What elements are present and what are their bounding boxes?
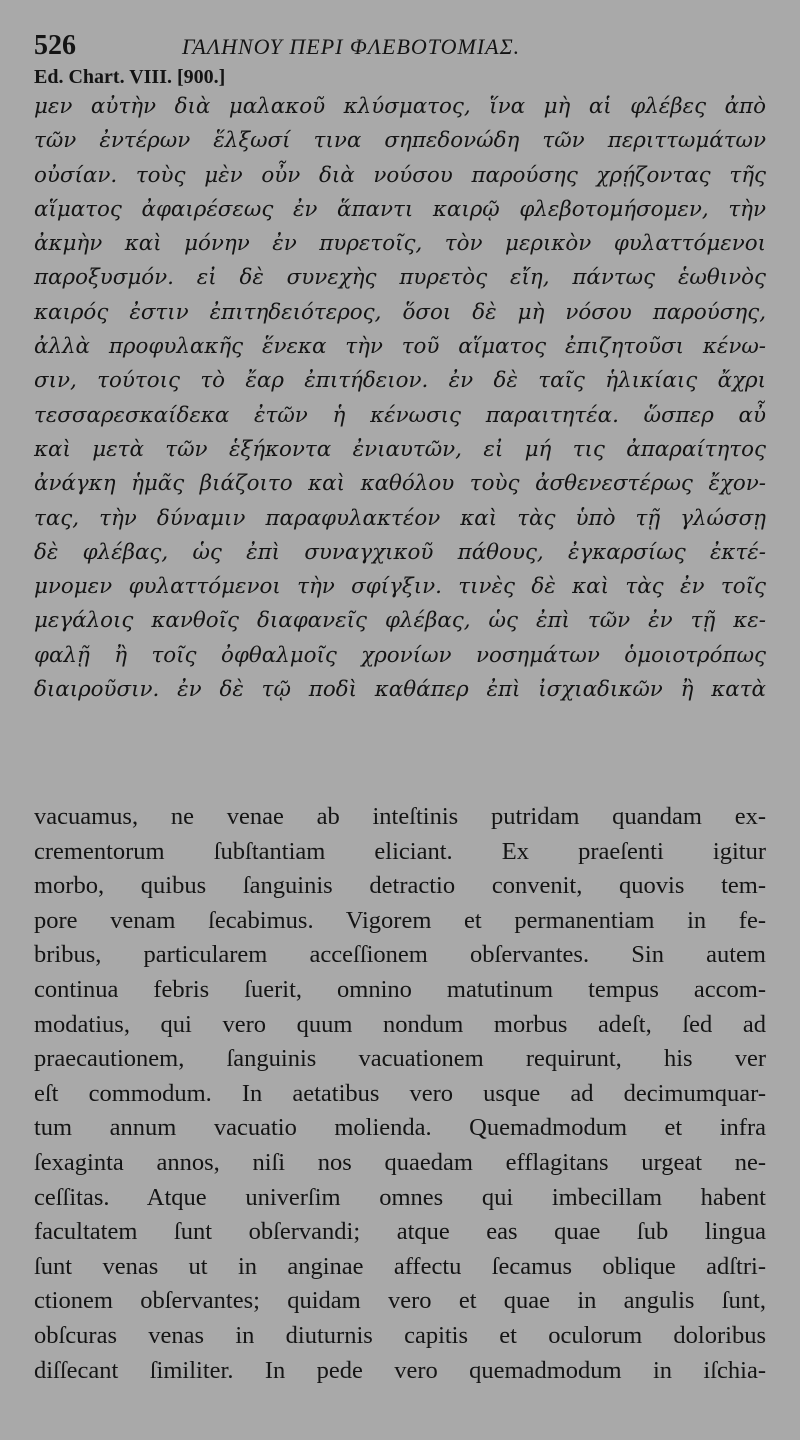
greek-text-line: μνομεν φυλαττόμενοι τὴν σφίγξιν. τινὲς δὲ καὶ τὰς ἐν τοῖς — [34, 574, 766, 600]
latin-text-block — [34, 800, 766, 1388]
greek-text-line: διαιροῦσιν. ἐν δὲ τῷ ποδὶ καθάπερ ἐπὶ ἰσχιαδικῶν ἢ κατὰ — [34, 677, 766, 703]
latin-text-line: morbo, quibus ſanguinis detractio convenit, quovis tem- — [34, 872, 766, 900]
page-number: 526 — [34, 30, 76, 61]
greek-text-line: δὲ φλέβας, ὡς ἐπὶ συναγχικοῦ πάθους, ἐγκαρσίως ἐκτέ- — [34, 539, 766, 565]
latin-text-line: ſunt venas ut in anginae affectu ſecamus oblique adſtri- — [34, 1252, 766, 1280]
greek-text-line: αἵματος ἀφαιρέσεως ἐν ἅπαντι καιρῷ φλεβοτομήσομεν, τὴν — [34, 196, 766, 222]
latin-text-line: ctionem obſervantes; quidam vero et quae in angulis ſunt, — [34, 1287, 766, 1315]
greek-text-line: μεγάλοις κανθοῖς διαφανεῖς φλέβας, ὡς ἐπὶ τῶν ἐν τῇ κε- — [34, 608, 766, 634]
latin-text-line: ſexaginta annos, niſi nos quaedam efflagitans urgeat ne- — [34, 1148, 766, 1176]
latin-text-line: obſcuras venas in diuturnis capitis et oculorum doloribus — [34, 1321, 766, 1349]
greek-text-line: ἀλλὰ προφυλακῆς ἕνεκα τὴν τοῦ αἵματος ἐπιζητοῦσι κένω- — [34, 334, 766, 360]
greek-text-line: ἀνάγκη ἡμᾶς βιάζοιτο καὶ καθόλου τοὺς ἀσθενεστέρως ἔχον- — [34, 471, 766, 497]
greek-text-block — [34, 90, 766, 707]
latin-text-line: tum annum vacuatio molienda. Quemadmodum et infra — [34, 1114, 766, 1142]
running-title: ΓΑΛΗΝΟΥ ΠΕΡΙ ΦΛΕΒΟΤΟΜΙΑΣ. — [182, 34, 521, 59]
greek-text-line: τας, τὴν δύναμιν παραφυλακτέον καὶ τὰς ὑπὸ τῇ γλώσσῃ — [34, 505, 766, 531]
greek-text-line: φαλῇ ἢ τοῖς ὀφθαλμοῖς χρονίων νοσημάτων ὁμοιοτρόπως — [34, 642, 766, 668]
latin-text-line: modatius, qui vero quum nondum morbus adeſt, ſed ad — [34, 1010, 766, 1038]
greek-text-line: τῶν ἐντέρων ἕλξωσί τινα σηπεδονώδη τῶν περιττωμάτων — [34, 128, 766, 154]
latin-text-line: praecautionem, ſanguinis vacuationem requirunt, his ver — [34, 1045, 766, 1073]
greek-text-line: καιρός ἐστιν ἐπιτηδειότερος, ὅσοι δὲ μὴ νόσου παρούσης, — [34, 299, 766, 325]
latin-text-line: facultatem ſunt obſervandi; atque eas quae ſub lingua — [34, 1218, 766, 1246]
greek-text-line: τεσσαρεσκαίδεκα ἐτῶν ἡ κένωσις παραιτητέα. ὥσπερ αὖ — [34, 402, 766, 428]
page-header — [34, 30, 766, 64]
greek-text-line: σιν, τούτοις τὸ ἔαρ ἐπιτήδειον. ἐν δὲ ταῖς ἡλικίαις ἄχρι — [34, 368, 766, 394]
latin-text-line: vacuamus, ne venae ab inteſtinis putridam quandam ex- — [34, 803, 766, 830]
edition-reference: Ed. Chart. VIII. [900.] — [34, 66, 226, 88]
greek-text-line: μεν αὐτὴν διὰ μαλακοῦ κλύσματος, ἵνα μὴ αἱ φλέβες ἀπὸ — [34, 94, 766, 119]
greek-text-line: καὶ μετὰ τῶν ἑξήκοντα ἐνιαυτῶν, εἰ μή τις ἀπαραίτητος — [34, 436, 766, 462]
latin-text-line: crementorum ſubſtantiam eliciant. Ex praeſenti igitur — [34, 837, 766, 865]
latin-text-line: continua febris ſuerit, omnino matutinum tempus accom- — [34, 975, 766, 1003]
latin-text-line: diſſecant ſimiliter. In pede vero quemadmodum in iſchia- — [34, 1356, 766, 1384]
greek-text-line: οὐσίαν. τοὺς μὲν οὖν διὰ νούσου παρούσης χρῄζοντας τῆς — [34, 162, 766, 188]
latin-text-line: bribus, particularem acceſſionem obſervantes. Sin autem — [34, 941, 766, 969]
greek-text-line: ἀκμὴν καὶ μόνην ἐν πυρετοῖς, τὸν μερικὸν φυλαττόμενοι — [34, 231, 766, 257]
latin-text-line: pore venam ſecabimus. Vigorem et permanentiam in fe- — [34, 906, 766, 934]
latin-text-line: ceſſitas. Atque univerſim omnes qui imbecillam habent — [34, 1183, 766, 1211]
greek-text-line: παροξυσμόν. εἰ δὲ συνεχὴς πυρετὸς εἴη, πάντως ἑωθινὸς — [34, 265, 766, 291]
latin-text-line: eſt commodum. In aetatibus vero usque ad decimumquar- — [34, 1079, 766, 1107]
